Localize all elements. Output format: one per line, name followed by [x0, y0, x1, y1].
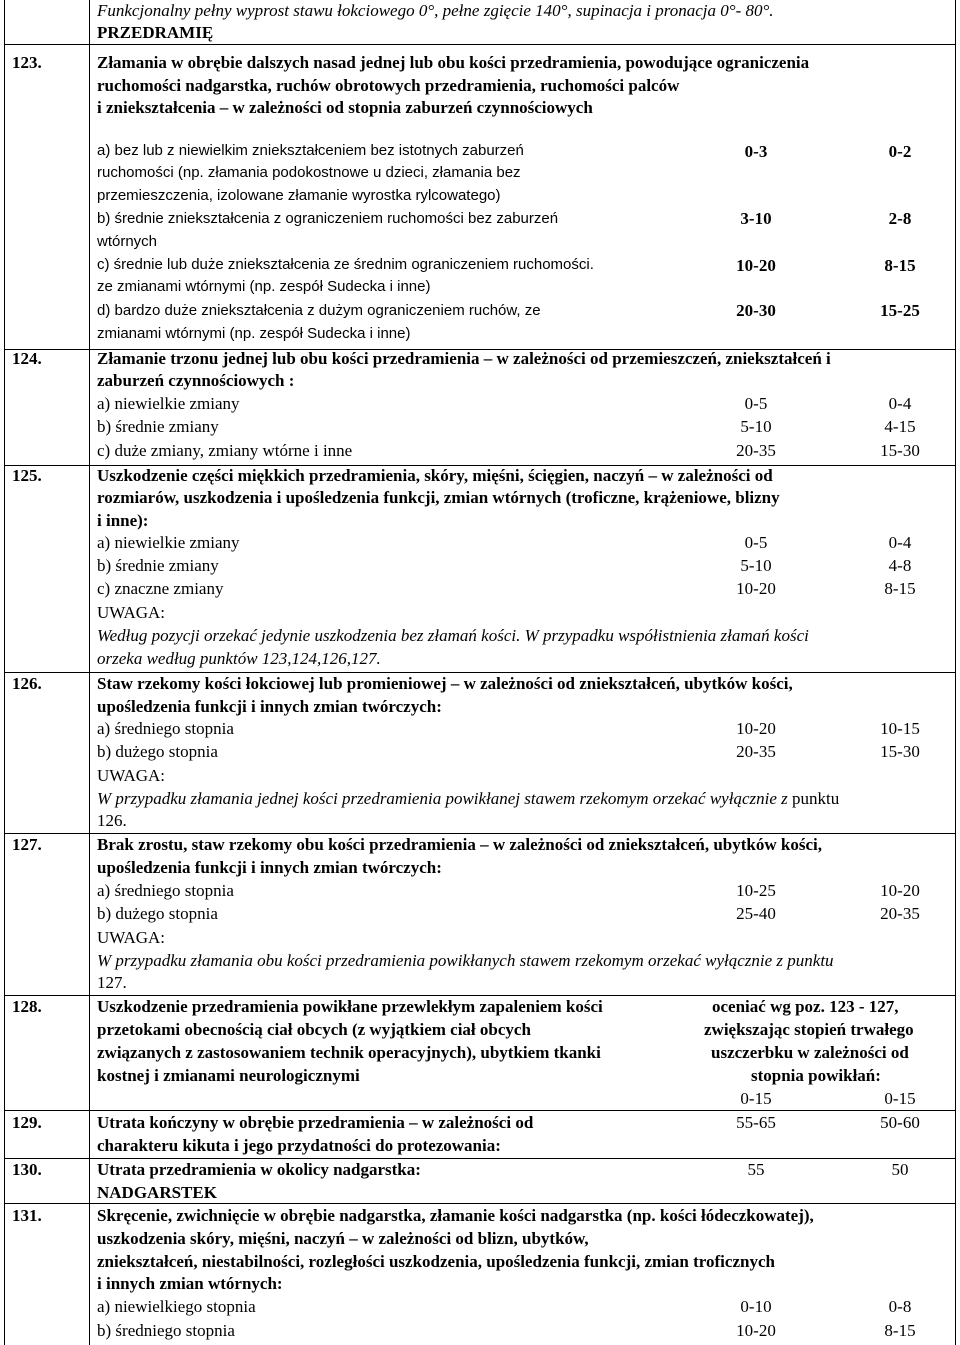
score-range-1: 0-15	[740, 1089, 772, 1108]
section-heading-przedramie: PRZEDRAMIĘ	[97, 23, 214, 42]
entry-title-line: rozmiarów, uszkodzenia i upośledzenia funkcji, zmian wtórnych (troficzne, krążeniowe, blizny	[97, 488, 780, 507]
note-line: 126.	[97, 811, 127, 830]
assessment-note-line: stopnia powikłań:	[751, 1066, 881, 1085]
entry-number: 125.	[12, 466, 42, 485]
item-label-line: b) średnie zniekształcenia z ograniczeniem ruchomości bez zaburzeń	[97, 210, 559, 227]
entry-number: 128.	[12, 997, 42, 1016]
range-of-motion-note: Funkcjonalny pełny wyprost stawu łokciowego 0°, pełne zgięcie 140°, supinacja i pronacja 0°- 80°.	[97, 1, 774, 20]
score-range-1: 0-5	[744, 533, 768, 552]
score-range-1: 20-35	[736, 742, 776, 761]
score-range-2: 2-8	[888, 209, 912, 228]
score-range-1: 5-10	[740, 556, 772, 575]
score-range-2: 0-4	[888, 394, 912, 413]
entry-title-line: Utrata kończyny w obrębie przedramienia – w zależności od	[97, 1113, 534, 1132]
entry-title-line: Uszkodzenie przedramienia powikłane przewlekłym zapaleniem kości	[97, 997, 603, 1016]
score-range-1: 5-10	[740, 417, 772, 436]
score-range-1: 55	[747, 1160, 765, 1179]
score-range-2: 50-60	[880, 1113, 920, 1132]
item-label-line: przemieszczenia, izolowane złamanie wyrostka rylcowatego)	[97, 187, 501, 204]
entry-title-line: charakteru kikuta i jego przydatności do protezowania:	[97, 1136, 501, 1155]
note-line: 127.	[97, 973, 127, 992]
entry-title-line: i zniekształcenia – w zależności od stopnia zaburzeń czynnościowych	[97, 98, 593, 117]
score-range-2: 8-15	[884, 1321, 916, 1340]
note-label: UWAGA:	[97, 928, 165, 947]
score-range-1: 10-20	[736, 579, 776, 598]
score-range-1: 25-40	[736, 904, 776, 923]
entry-title-line: upośledzenia funkcji i innych zmian twórczych:	[97, 858, 442, 877]
entry-title-line: Złamania w obrębie dalszych nasad jednej lub obu kości przedramienia, powodujące ograniczenia	[97, 53, 810, 72]
entry-title: Utrata przedramienia w okolicy nadgarstka:	[97, 1160, 421, 1179]
entry-title-line: kostnej i zmianami neurologicznymi	[97, 1066, 360, 1085]
score-range-1: 55-65	[736, 1113, 776, 1132]
score-range-2: 0-4	[888, 533, 912, 552]
item-label: b) średniego stopnia	[97, 1321, 235, 1340]
entry-number: 127.	[12, 835, 42, 854]
item-label-line: wtórnych	[97, 233, 158, 250]
entry-title-line: ruchomości nadgarstka, ruchów obrotowych przedramienia, ruchomości palców	[97, 76, 680, 95]
note-text-tail: punktu	[792, 789, 840, 808]
entry-title-line: Skręcenie, zwichnięcie w obrębie nadgarstka, złamanie kości nadgarstka (np. kości łódeczkowatej),	[97, 1206, 814, 1225]
score-range-2: 0-8	[888, 1297, 912, 1316]
score-range-2: 20-35	[880, 904, 920, 923]
note-line: Według pozycji orzekać jedynie uszkodzenia bez złamań kości. W przypadku współistnienia złamań kości	[97, 626, 809, 645]
assessment-note-line: zwiększając stopień trwałego	[704, 1020, 914, 1039]
entry-title-line: przetokami obecnością ciał obcych (z wyjątkiem ciał obcych	[97, 1020, 531, 1039]
item-label: b) dużego stopnia	[97, 742, 218, 761]
score-range-1: 0-3	[744, 142, 768, 161]
entry-title-line: uszkodzenia skóry, mięśni, naczyń – w zależności od blizn, ubytków,	[97, 1229, 589, 1248]
item-label: b) średnie zmiany	[97, 417, 219, 436]
score-range-2: 8-15	[884, 256, 916, 275]
assessment-note-line: uszczerbku w zależności od	[711, 1043, 909, 1062]
entry-number: 130.	[12, 1160, 42, 1179]
entry-number: 129.	[12, 1113, 42, 1132]
entry-title-line: zaburzeń czynnościowych :	[97, 371, 295, 390]
entry-title-line: upośledzenia funkcji i innych zmian twórczych:	[97, 697, 442, 716]
entry-number: 124.	[12, 349, 42, 368]
entry-number: 123.	[12, 53, 42, 72]
item-label-line: zmianami wtórnymi (np. zespół Sudecka i inne)	[97, 325, 411, 342]
item-label: a) średniego stopnia	[97, 881, 234, 900]
entry-title-line: Staw rzekomy kości łokciowej lub promieniowej – w zależności od zniekształceń, ubytków kości,	[97, 674, 793, 693]
item-label-line: c) średnie lub duże zniekształcenia ze średnim ograniczeniem ruchomości.	[97, 256, 594, 273]
entry-title-line: Złamanie trzonu jednej lub obu kości przedramienia – w zależności od przemieszczeń, zniekształceń i	[97, 349, 831, 368]
score-range-1: 10-20	[736, 256, 776, 275]
entry-title-line: Brak zrostu, staw rzekomy obu kości przedramienia – w zależności od zniekształceń, ubytków kości,	[97, 835, 822, 854]
score-range-2: 50	[891, 1160, 909, 1179]
item-label: b) dużego stopnia	[97, 904, 218, 923]
item-label: c) znaczne zmiany	[97, 579, 224, 598]
score-range-2: 15-30	[880, 441, 920, 460]
assessment-note-line: oceniać wg poz. 123 - 127,	[712, 997, 899, 1016]
item-label: a) średniego stopnia	[97, 719, 234, 738]
note-line	[97, 788, 839, 810]
item-label-line: ze zmianami wtórnymi (np. zespół Sudecka i inne)	[97, 278, 431, 295]
section-heading-nadgarstek: NADGARSTEK	[97, 1183, 217, 1202]
row-divider	[4, 1110, 956, 1111]
item-label-line: ruchomości (np. złamania podokostnowe u dzieci, złamania bez	[97, 164, 521, 181]
score-range-1: 0-10	[740, 1297, 772, 1316]
item-label: c) duże zmiany, zmiany wtórne i inne	[97, 441, 353, 460]
item-label-line: d) bardzo duże zniekształcenia z dużym ograniczeniem ruchów, ze	[97, 302, 541, 319]
note-text: W przypadku złamania jednej kości przedramienia powikłanej stawem rzekomym orzekać wyłącznie z	[97, 789, 788, 808]
score-range-2: 15-30	[880, 742, 920, 761]
score-range-1: 10-25	[736, 881, 776, 900]
score-range-2: 0-15	[884, 1089, 916, 1108]
score-range-2: 10-20	[880, 881, 920, 900]
score-range-2: 15-25	[880, 301, 920, 320]
entry-title-line: Uszkodzenie części miękkich przedramienia, skóry, mięśni, ścięgien, naczyń – w zależności od	[97, 466, 773, 485]
note-label: UWAGA:	[97, 766, 165, 785]
score-range-1: 20-30	[736, 301, 776, 320]
score-range-1: 3-10	[740, 209, 772, 228]
note-label: UWAGA:	[97, 603, 165, 622]
entry-number: 131.	[12, 1206, 42, 1225]
score-range-1: 20-35	[736, 441, 776, 460]
score-range-2: 8-15	[884, 579, 916, 598]
score-range-1: 10-20	[736, 1321, 776, 1340]
entry-title-line: związanych z zastosowaniem technik operacyjnych), ubytkiem tkanki	[97, 1043, 601, 1062]
score-range-2: 4-15	[884, 417, 916, 436]
item-label: b) średnie zmiany	[97, 556, 219, 575]
item-label: a) niewielkiego stopnia	[97, 1297, 256, 1316]
entry-title-line: zniekształceń, niestabilności, rozległości uszkodzenia, upośledzenia funkcji, zmian troficznych	[97, 1252, 775, 1271]
entry-title-line: i inne):	[97, 511, 149, 530]
score-range-2: 4-8	[888, 556, 912, 575]
score-range-1: 0-5	[744, 394, 768, 413]
note-line: orzeka według punktów 123,124,126,127.	[97, 649, 381, 668]
score-range-2: 0-2	[888, 142, 912, 161]
note-line: W przypadku złamania obu kości przedramienia powikłanych stawem rzekomym orzekać wyłącznie z punktu	[97, 951, 834, 970]
row-divider	[4, 44, 956, 45]
item-label: a) niewielkie zmiany	[97, 533, 240, 552]
entry-number: 126.	[12, 674, 42, 693]
score-range-1: 10-20	[736, 719, 776, 738]
item-label-line: a) bez lub z niewielkim zniekształceniem bez istotnych zaburzeń	[97, 142, 524, 159]
item-label: a) niewielkie zmiany	[97, 394, 240, 413]
entry-title-line: i innych zmian wtórnych:	[97, 1274, 283, 1293]
score-range-2: 10-15	[880, 719, 920, 738]
